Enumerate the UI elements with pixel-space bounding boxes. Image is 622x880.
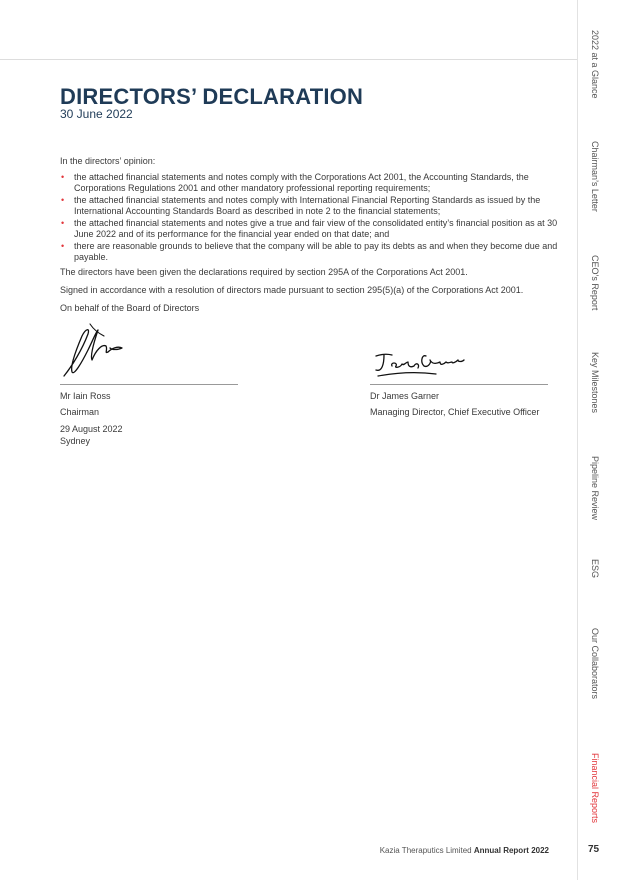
signatory-role: Chairman (60, 407, 100, 417)
intro-text: In the directors’ opinion: (60, 156, 156, 166)
declarations-paragraph: The directors have been given the declarations required by section 295A of the Corporations Act 2001. (60, 267, 468, 277)
list-item (60, 172, 560, 194)
nav-item-label: 2022 at a Glance (590, 30, 600, 99)
nav-item-pipeline-review[interactable] (578, 456, 622, 521)
signing-details (60, 423, 123, 447)
bullet-icon: • (61, 241, 65, 251)
signature-line (60, 384, 238, 385)
nav-item-esg[interactable] (578, 559, 622, 579)
nav-item-label: Our Collaborators (590, 628, 600, 700)
signature-line (370, 384, 548, 385)
footer-report-title: Annual Report 2022 (473, 846, 549, 855)
nav-item-label: Chairman’s Letter (590, 141, 600, 212)
signing-date: 29 August 2022 (60, 424, 123, 434)
list-item (60, 218, 560, 240)
page-title: DIRECTORS’ DECLARATION (60, 84, 364, 109)
nav-item-chairmans-letter[interactable] (578, 141, 622, 212)
nav-item-label: Financial Reports (590, 753, 600, 824)
page-footer (380, 846, 549, 855)
on-behalf-paragraph: On behalf of the Board of Directors (60, 303, 200, 313)
list-item-text: there are reasonable grounds to believe that the company will be able to pay its debts as and when they become due and payable. (74, 241, 558, 262)
bullet-icon: • (61, 218, 65, 228)
opinion-list (60, 172, 560, 263)
nav-item-label: CEO’s Report (590, 255, 600, 311)
nav-item-2022-at-a-glance[interactable] (578, 30, 622, 99)
nav-item-label: ESG (590, 559, 600, 579)
top-divider (0, 59, 577, 60)
signature-block-chairman (60, 320, 238, 417)
signatory-name: Mr Iain Ross (60, 391, 111, 401)
signing-place: Sydney (60, 436, 91, 446)
list-item (60, 195, 560, 217)
ceo-signature (370, 320, 548, 382)
nav-item-key-milestones[interactable] (578, 352, 622, 414)
resolution-paragraph: Signed in accordance with a resolution of directors made pursuant to section 295(5)(a) of the Corporations Act 2001. (60, 285, 524, 295)
list-item-text: the attached financial statements and notes comply with the Corporations Act 2001, the Accounting Standards, the Corporations Regulations 2001 and other mandatory professional reporting requirements; (74, 172, 529, 193)
declaration-body (60, 156, 560, 321)
signatory-role: Managing Director, Chief Executive Officer (370, 407, 540, 417)
nav-item-label: Key Milestones (590, 352, 600, 414)
list-item-text: the attached financial statements and notes comply with International Financial Reporting Standards as issued by the International Accounting Standards Board as described in note 2 to the financial statements; (74, 195, 541, 216)
signature-block-ceo (370, 320, 548, 417)
bullet-icon: • (61, 195, 65, 205)
chairman-signature (60, 320, 238, 382)
list-item (60, 241, 560, 263)
section-side-nav (578, 0, 622, 880)
nav-item-financial-reports[interactable] (578, 753, 622, 824)
nav-item-ceos-report[interactable] (578, 255, 622, 311)
page-subtitle-date: 30 June 2022 (60, 107, 133, 121)
nav-item-our-collaborators[interactable] (578, 628, 622, 700)
page-number: 75 (588, 844, 600, 855)
nav-item-label: Pipeline Review (590, 456, 600, 521)
signatory-name: Dr James Garner (370, 391, 440, 401)
footer-company: Kazia Theraputics Limited (379, 846, 472, 855)
list-item-text: the attached financial statements and notes give a true and fair view of the consolidated entity’s financial position as at 30 June 2022 and of its performance for the financial year ended on that date; and (74, 218, 558, 239)
bullet-icon: • (61, 172, 65, 182)
